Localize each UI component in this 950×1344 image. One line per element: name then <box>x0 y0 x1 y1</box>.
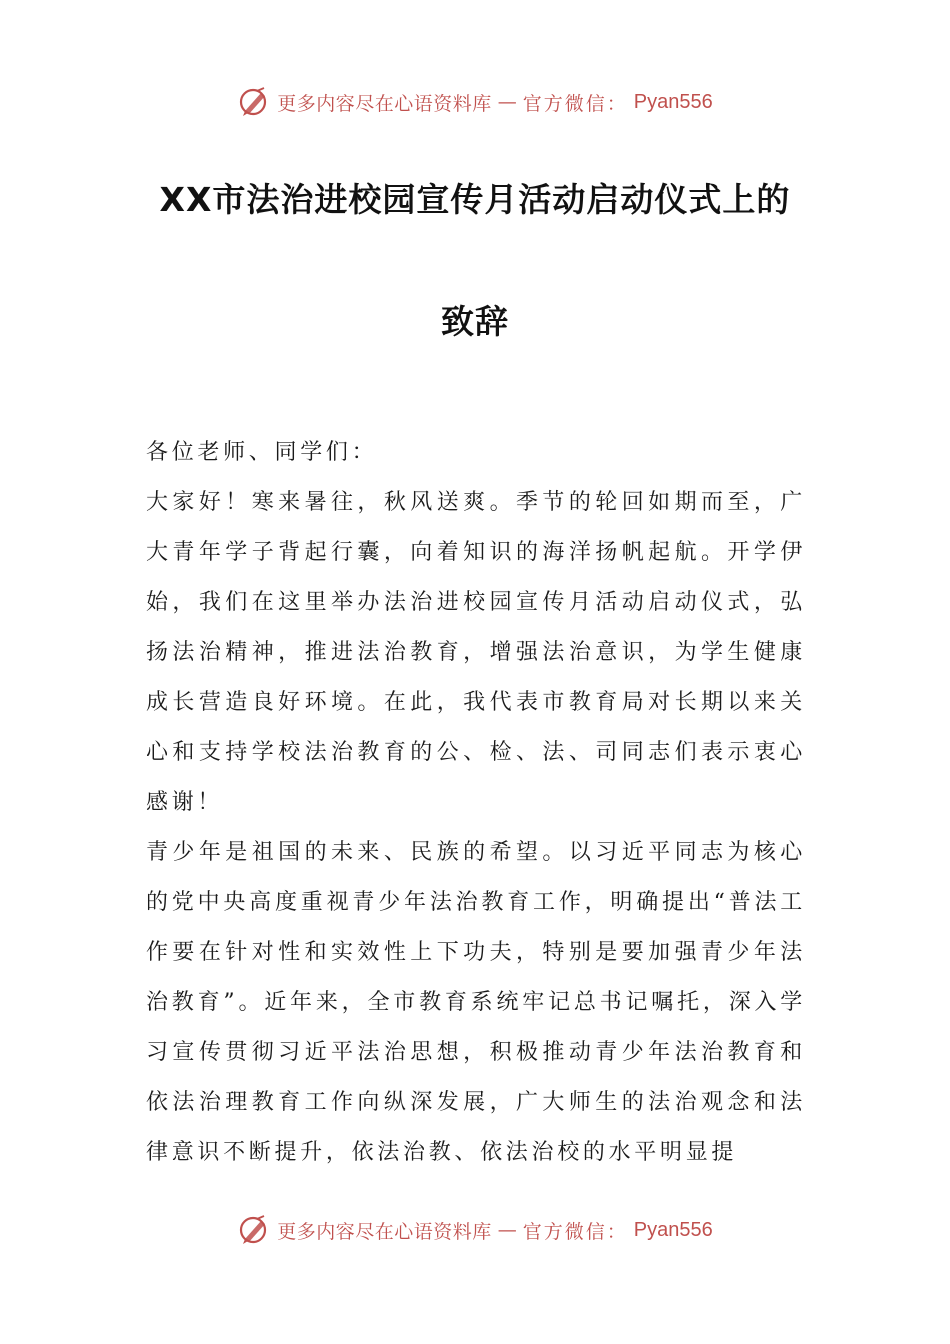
wechat-id: Pyan556 <box>633 90 713 113</box>
site-name: 更多内容尽在心语资料库 <box>277 1220 492 1243</box>
wechat-label: 官方微信： <box>522 1220 628 1243</box>
wechat-id: Pyan556 <box>633 1218 713 1241</box>
body-paragraph-2: 青少年是祖国的未来、民族的希望。以习近平同志为核心的党中央高度重视青少年法治教育工作，明确提出“普法工作要在针对性和实效性上下功夫，特别是要加强青少年法治教育”。近年来，全市教育系统牢记总书记嘱托，深入学习宣传贯彻习近平法治思想，积极推动青少年法治教育和依法治理教育工作向纵深发展，广大师生的法治观念和法律意识不断提升，依法治教、依法治校的水平明显提 <box>146 840 806 1165</box>
wechat-label: 官方微信： <box>522 92 628 115</box>
site-name: 更多内容尽在心语资料库 <box>277 92 492 115</box>
pen-logo-icon <box>237 85 271 119</box>
banner-dash: — <box>497 1219 517 1241</box>
document-title-line-1: XX市法治进校园宣传月活动启动仪式上的 <box>159 180 791 219</box>
pen-logo-icon <box>237 1213 271 1247</box>
footer-watermark-banner <box>0 1210 950 1250</box>
document-title-line-2: 致辞 <box>441 302 509 341</box>
document-body <box>146 428 806 1178</box>
banner-dash: — <box>497 91 517 113</box>
header-watermark-banner <box>0 82 950 122</box>
body-paragraph-1: 大家好！寒来暑往，秋风送爽。季节的轮回如期而至，广大青年学子背起行囊，向着知识的海洋扬帆起航。开学伊始，我们在这里举办法治进校园宣传月活动启动仪式，弘扬法治精神，推进法治教育，增强法治意识，为学生健康成长营造良好环境。在此，我代表市教育局对长期以来关心和支持学校法治教育的公、检、法、司同志们表示衷心感谢！ <box>146 490 806 815</box>
salutation: 各位老师、同学们： <box>146 440 378 465</box>
